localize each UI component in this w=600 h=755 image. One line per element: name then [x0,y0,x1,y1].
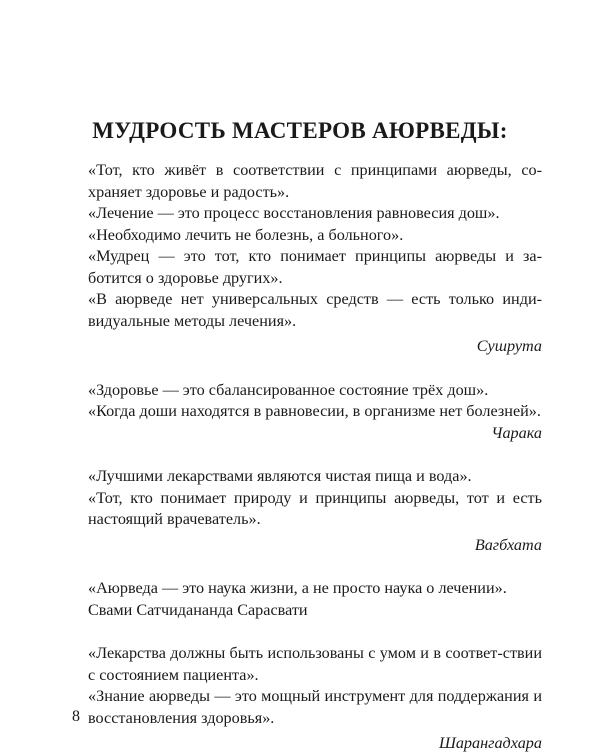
quote-author: Чарака [491,423,542,442]
quote: «Знание аюрведы — это мощный инструмент для поддержания и восстановления здоровья». [88,687,542,727]
quote: «Тот, кто живёт в соответствии с принципами аюрведы, со-храняет здоровье и радость». [88,161,542,201]
quote: «Аюрведа — это наука жизни, а не просто наука о лечении». [88,579,507,597]
quote-author: Свами Сатчидананда Сарасвати [88,600,308,619]
page-title: МУДРОСТЬ МАСТЕРОВ АЮРВЕДЫ: [92,118,508,143]
quote: «Здоровье — это сбалансированное состояние трёх дош». [88,380,489,399]
quote-section-sharangadhara [72,643,542,755]
quote-author: Вагбхата [474,535,542,554]
quote-section-charaka [72,380,542,445]
quote: «Когда доши находятся в равновесии, в организме нет болезней». [88,402,541,420]
quote-author: Сушрута [476,337,542,355]
quote-section-satchidananda [72,578,542,621]
quote-section-vagbhata [72,466,542,556]
quote-author: Шарангадхара [438,734,542,752]
quote: «Лучшими лекарствами являются чистая пища и вода». [88,467,472,485]
quotes-content [72,160,542,755]
quote: «Мудрец — это тот, кто понимает принципы аюрведы и за-ботится о здоровье других». [88,247,542,287]
quote: «В аюрведе нет универсальных средств — есть только инди-видуальные методы лечения». [88,290,542,330]
page-number: 8 [72,708,80,725]
quote: «Лечение — это процесс восстановления равновесия дош». [88,204,500,222]
quote: «Лекарства должны быть использованы с умом и в соответ-ствии с состоянием пациента». [88,644,542,684]
quote: «Необходимо лечить не болезнь, а больного». [88,225,404,244]
quote-section-sushruta [72,160,542,358]
quote: «Тот, кто понимает природу и принципы аюрведы, тот и есть настоящий врачеватель». [88,488,542,528]
